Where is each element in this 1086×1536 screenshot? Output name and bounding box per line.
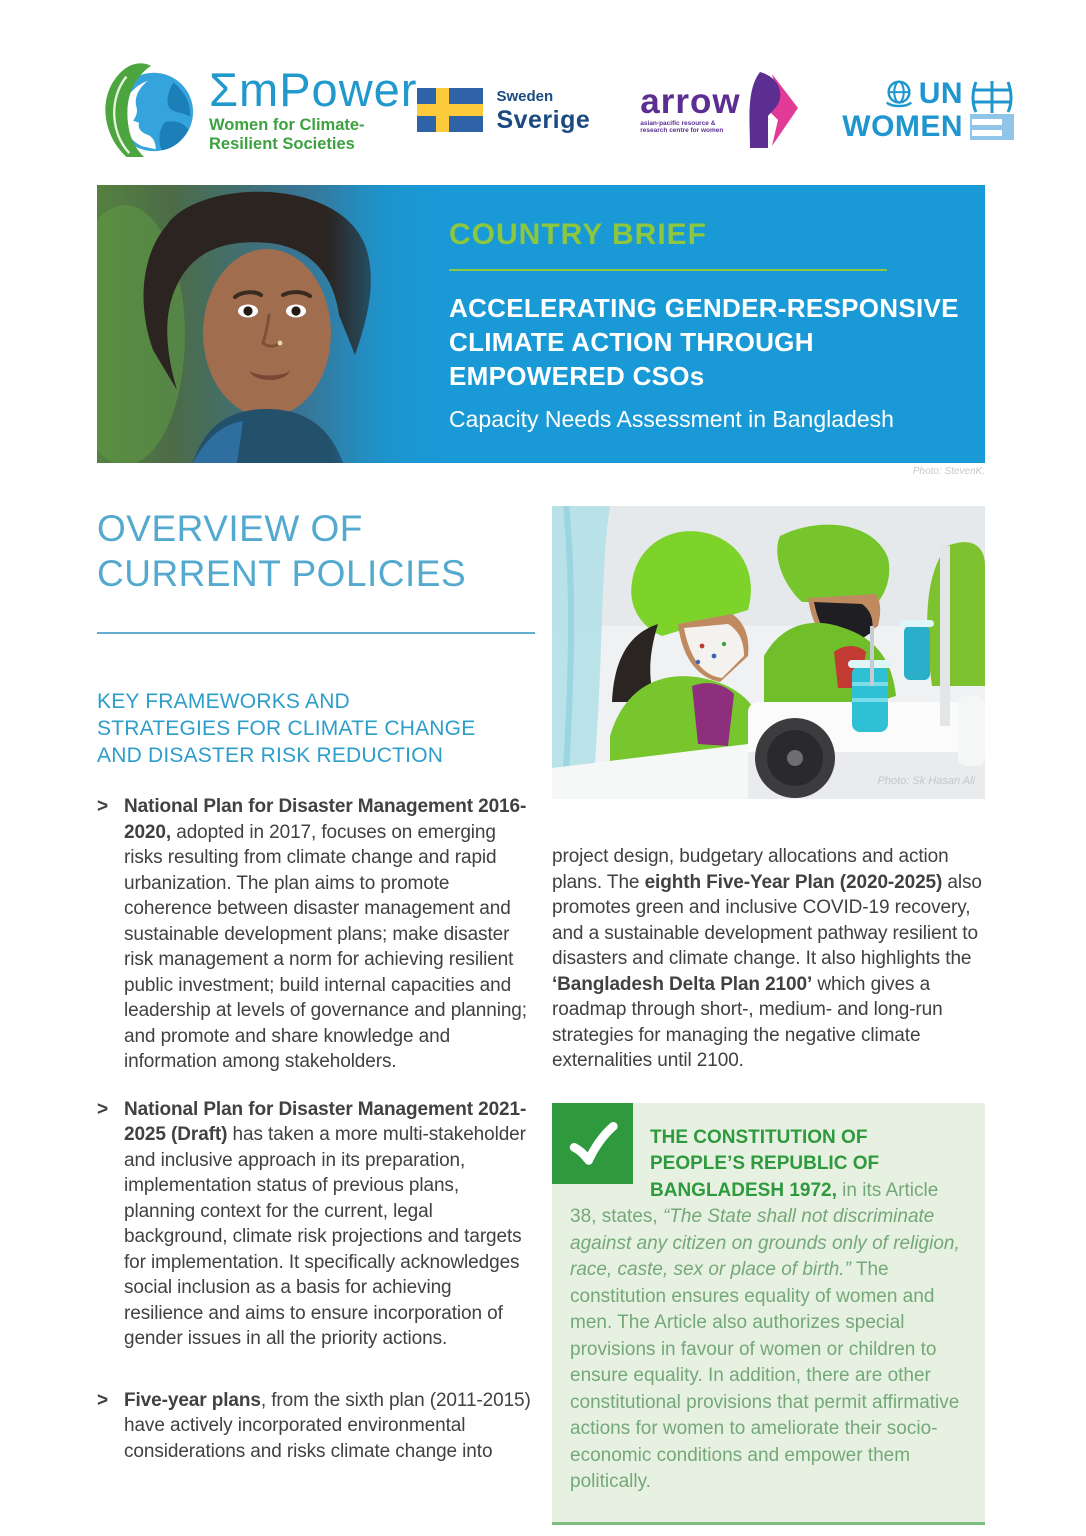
sweden-logo-text xyxy=(496,88,590,133)
sweden-label-sv: Sverige xyxy=(496,105,591,134)
list-item xyxy=(97,1388,535,1465)
un-emblem-icon xyxy=(883,78,915,110)
arrow-wordmark: arrow xyxy=(640,81,741,121)
sweden-logo xyxy=(417,88,590,133)
right-column xyxy=(552,506,985,1525)
left-column xyxy=(97,506,535,1525)
subsection-title: KEY FRAMEWORKS AND STRATEGIES FOR CLIMATE CHANGE AND DISASTER RISK REDUCTION xyxy=(97,690,476,767)
bullet-marker: > xyxy=(97,1389,109,1411)
policy-bullet-list xyxy=(97,794,535,1464)
sewing-scene-illustration xyxy=(552,506,985,799)
empower-logo xyxy=(97,61,417,159)
arrow-tagline: asian-pacific resource & research centre for women xyxy=(640,119,724,134)
photo-credit: Photo: Sk Hasan Ali xyxy=(877,775,975,787)
checkmark-icon xyxy=(552,1103,633,1184)
banner-title-line-1: ACCELERATING GENDER-RESPONSIVE xyxy=(449,293,959,323)
un-women-logo-text xyxy=(842,78,963,142)
callout-text: THE CONSTITUTION OF PEOPLE’S REPUBLIC OF BANGLADESH 1972, in its Article 38, states, “The State shall not discriminate against any citizen on grounds only of religion, race, caste, sex or place of birth.” The constitution ensures equality of women and men. The Article also authorizes special provisions in favour of women or children to ensure equality. In addition, there are other constitutional provisions that permit affirmative actions for women to ameliorate their socio-economic conditions and empower them politically. xyxy=(570,1126,960,1492)
banner-title xyxy=(449,291,974,393)
banner-title-line-2: CLIMATE ACTION THROUGH xyxy=(449,327,814,357)
list-item xyxy=(97,794,535,1075)
un-women-word-women: WOMEN xyxy=(842,110,964,143)
sweden-flag-icon xyxy=(417,88,483,132)
banner-photo-credit: Photo: StevenK. xyxy=(912,466,985,477)
garment-workers-photo xyxy=(552,506,985,799)
banner-title-line-3: EMPOWERED CSOs xyxy=(449,361,705,391)
banner-girl-photo xyxy=(97,185,449,463)
empower-logo-text xyxy=(209,62,418,154)
partner-logo-row xyxy=(97,57,985,163)
banner-kicker: COUNTRY BRIEF xyxy=(449,218,708,251)
bullet-text: National Plan for Disaster Management 2016-2020, adopted in 2017, focuses on emerging risks resulting from climate change and rapid urbanization. The plan aims to promote coherence between disaster management and sustainable development plans; make disaster risk management a norm for achieving resilient public investment; build internal capacities and leadership at levels of governance and planning; and promote and share knowledge and information among stakeholders. xyxy=(124,796,527,1072)
empower-tagline: Women for Climate-Resilient Societies xyxy=(209,115,365,153)
un-women-word-un: UN xyxy=(918,77,964,110)
bullet-text: National Plan for Disaster Management 2021-2025 (Draft) has taken a more multi-stakeholder and inclusive approach in its preparation, implementation status of previous plans, planning context for the current, legal background, climate risk projections and targets for implementation. It specifically acknowledges social inclusion as a basis for achieving resilience and aims to ensure incorporation of gender issues in all the priority actions. xyxy=(124,1098,527,1349)
section-title: OVERVIEW OF CURRENT POLICIES xyxy=(97,508,467,594)
un-women-flag-icon xyxy=(970,80,1014,140)
banner-rule xyxy=(449,269,887,271)
un-women-logo xyxy=(842,78,1014,142)
banner-text-block xyxy=(449,218,974,433)
main-content xyxy=(97,506,985,1525)
bullet-marker: > xyxy=(97,1098,109,1120)
list-item xyxy=(97,1097,535,1352)
banner-subtitle: Capacity Needs Assessment in Bangladesh xyxy=(449,406,894,432)
empower-wordmark: ΣmPower xyxy=(209,62,418,116)
section-rule xyxy=(97,632,535,634)
arrow-logo-text xyxy=(640,81,744,134)
bullet-text: Five-year plans, from the sixth plan (2011-2015) have actively incorporated environmental considerations and risks climate change into xyxy=(124,1389,531,1462)
sweden-label-en: Sweden xyxy=(496,87,554,105)
right-paragraph: project design, budgetary allocations and action plans. The eighth Five-Year Plan (2020-2025) also promotes green and inclusive COVID-19 recovery, and a sustainable development pathway resilient to disasters and climate change. It also highlights the ‘Bangladesh Delta Plan 2100’ which gives a roadmap through short-, medium- and long-run strategies for managing the negative climate externalities until 2100. xyxy=(552,846,982,1071)
arrow-logo xyxy=(640,72,798,148)
empower-leaf-globe-icon xyxy=(97,61,195,159)
constitution-callout xyxy=(552,1103,985,1525)
arrow-profile-arrow-icon xyxy=(746,72,798,148)
bullet-marker: > xyxy=(97,796,109,817)
header-banner xyxy=(97,185,985,463)
